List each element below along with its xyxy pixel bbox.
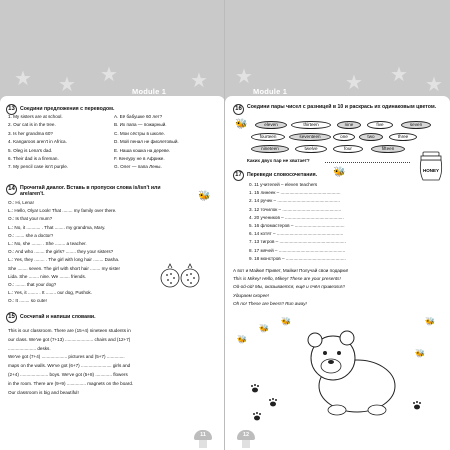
star-icon: ★	[100, 62, 118, 86]
number-pill[interactable]: thirteen	[291, 121, 331, 129]
star-icon: ★	[14, 66, 32, 90]
text-line: Our classroom is big and beautiful!	[8, 389, 79, 395]
text-line: (2+4) ...................... boys. We've got (5+8) ............. flowers	[8, 372, 128, 377]
bee-icon: 🐝	[237, 335, 247, 344]
answer-line	[325, 162, 410, 163]
honey-label: HONEY	[422, 168, 440, 173]
paw-prints-picture	[405, 395, 435, 429]
number-pill[interactable]: nineteen	[251, 145, 289, 153]
story-line: Ой-ой-ой! Мы, оказывается, ещё и пчёл привезли!!!	[233, 284, 345, 290]
story-line: Oh no! These are bees!!! Run away!	[233, 300, 307, 306]
exercise-number: 17	[233, 170, 244, 181]
paw-prints-picture	[245, 380, 295, 434]
dialogue-line: O.: ....... she a doctor?	[8, 232, 54, 238]
dialogue-line: L.: No, it ........... . That ........ my grandma, Mary.	[8, 224, 106, 230]
text-line: our class. We've got (7+13) ...................... chairs and (12+7)	[8, 336, 131, 342]
star-icon: ★	[425, 72, 443, 96]
english-sentence: 6. Their dad is a fireman.	[8, 156, 59, 161]
number-pill[interactable]: seventeen	[289, 133, 331, 141]
bee-icon: 🐝	[425, 317, 435, 326]
exercise-instruction: Соедини предложения с переводом.	[20, 106, 115, 112]
dialogue-line: L.: No, she ........ . She ........ a teacher.	[8, 241, 87, 246]
translation-item: 1. 15 линеек – ...............................................	[249, 190, 341, 196]
number-pill[interactable]: twelve	[295, 145, 327, 153]
star-icon: ★	[235, 64, 253, 88]
text-line: This is our classroom. There are (15+4) nineteen students in	[8, 328, 131, 333]
raspberry-picture	[160, 262, 202, 294]
bee-icon: 🐝	[259, 324, 269, 333]
page-number-mushroom	[237, 430, 255, 450]
dialogue-line: O.: ........ that your dog?	[8, 282, 57, 287]
dialogue-line: O.: Hi, Lena!	[8, 200, 34, 205]
module-title: Module 1	[132, 87, 167, 96]
english-sentence: 2. Our cat is in the tree.	[8, 122, 56, 128]
russian-sentence: E. Наша кошка на дереве.	[114, 147, 171, 153]
number-pill[interactable]: four	[333, 145, 363, 153]
dialogue-line: O.: Is that your mum?	[8, 216, 53, 222]
text-line: in the room. There are (9+9) ............... magnets on the board.	[8, 380, 134, 386]
star-icon: ★	[390, 62, 408, 86]
number-pill[interactable]: one	[333, 133, 355, 141]
dialogue-line: She ........ seven. The girl with short hair ........ my sister	[8, 265, 120, 271]
exercise-instruction: Сосчитай и напиши словами.	[20, 314, 96, 320]
page-number: 12	[237, 430, 255, 440]
story-line: Удираем скорее!	[233, 292, 269, 298]
exercise-number: 14	[6, 184, 17, 195]
russian-sentence: D. Мой пенал не фиолетовый.	[114, 139, 179, 145]
star-icon: ★	[345, 70, 363, 94]
number-pill[interactable]: eleven	[255, 121, 287, 129]
dialogue-line: L.: Yes, they ........ . The girl with long hair ........ Dasha.	[8, 257, 120, 263]
exercise-number: 16	[233, 104, 244, 115]
exercise-number: 15	[6, 312, 17, 323]
text-line: We've got (7+4) .................... pictures and (5+7) ..............	[8, 354, 125, 360]
bee-icon: 🐝	[333, 167, 346, 178]
exercise-instruction: Соедини пары чисел с разницей в 10 и раскрась их одинаковым цветом.	[247, 104, 437, 110]
translation-item: 0. 11 учителей – eleven teachers	[249, 182, 318, 187]
dialogue-line: O.: And who ........ the girls? ........ they your sisters?	[8, 249, 114, 255]
exercise-instruction: Прочитай диалог. Вставь в пропуски слова is/isn't или are/aren't.	[20, 185, 161, 198]
number-pill[interactable]: seven	[401, 121, 431, 129]
english-sentence: 1. My sisters are at school.	[8, 114, 63, 119]
bee-icon: 🐝	[235, 119, 248, 130]
translation-item: 7. 13 тигров – ....................................................	[249, 239, 346, 245]
story-line: А вот и Майки! Привет, Майки! Получай свои подарки!	[233, 268, 349, 273]
english-sentence: 7. My pencil case isn't purple.	[8, 164, 69, 170]
page-number-mushroom	[194, 430, 212, 450]
dialogue-line: Lida. She ........ nine. We ........ friends.	[8, 273, 87, 279]
pairs-question: Каких двух пар не хватает?	[247, 158, 310, 163]
bee-icon: 🐝	[415, 349, 425, 358]
number-pill[interactable]: fourteen	[251, 133, 285, 141]
number-pill[interactable]: fifteen	[371, 145, 405, 153]
russian-sentence: B. Их папа — пожарный.	[114, 122, 167, 128]
translation-item: 3. 12 точилок – ..............................................	[249, 206, 342, 212]
module-title: Module 1	[253, 87, 288, 96]
number-pill[interactable]: three	[389, 133, 417, 141]
right-page	[225, 0, 450, 450]
text-line: maps on the walls. We've got (6+7) ........................ girls and	[8, 363, 131, 369]
star-icon: ★	[190, 68, 208, 92]
honey-pot-picture	[417, 150, 445, 188]
russian-sentence: F. Кенгуру не в Африке.	[114, 156, 165, 161]
star-icon: ★	[58, 72, 76, 96]
translation-item: 5. 16 фломастеров – .......................................	[249, 223, 345, 228]
russian-sentence: G. Олег — папа Лены.	[114, 164, 162, 170]
bee-icon: 🐝	[198, 191, 211, 202]
number-pill[interactable]: two	[359, 133, 383, 141]
dialogue-line: O.: It ........ so cute!	[8, 298, 47, 304]
exercise-number: 13	[6, 104, 17, 115]
translation-item: 8. 17 мячей – ....................................................	[249, 247, 346, 253]
header-band	[0, 0, 225, 102]
russian-sentence: A. Её бабушке 60 лет?	[114, 114, 163, 119]
bee-icon: 🐝	[281, 317, 291, 326]
english-sentence: 5. Oleg is Lena's dad.	[8, 147, 53, 153]
dialogue-line: L.: Hello, Olya! Look! That ........ my family over there.	[8, 208, 117, 214]
story-line: This is Mikey! Hello, Mikey! These are your presents!	[233, 276, 341, 282]
translation-item: 4. 20 учеников – ..............................................	[249, 214, 344, 220]
russian-sentence: C. Мои сёстры в школе.	[114, 130, 165, 136]
page-number: 11	[194, 430, 212, 440]
translation-item: 2. 14 ручек – .................................................	[249, 198, 340, 204]
translation-item: 9. 18 монстров – ...............................................	[249, 255, 346, 261]
english-sentence: 4. Kangaroos aren't in Africa.	[8, 139, 67, 145]
exercise-instruction: Переведи словосочетания.	[247, 172, 318, 178]
translation-item: 6. 14 котят – ....................................................	[249, 231, 344, 237]
bear-picture	[295, 320, 415, 424]
text-line: ...................... desks.	[8, 345, 51, 351]
number-pill[interactable]: nine	[337, 121, 361, 129]
dialogue-line: L.: Yes, it ........ . It ........ our dog, Pushok.	[8, 290, 93, 296]
english-sentence: 3. Is her grandma 60?	[8, 130, 53, 136]
number-pill[interactable]: five	[367, 121, 393, 129]
